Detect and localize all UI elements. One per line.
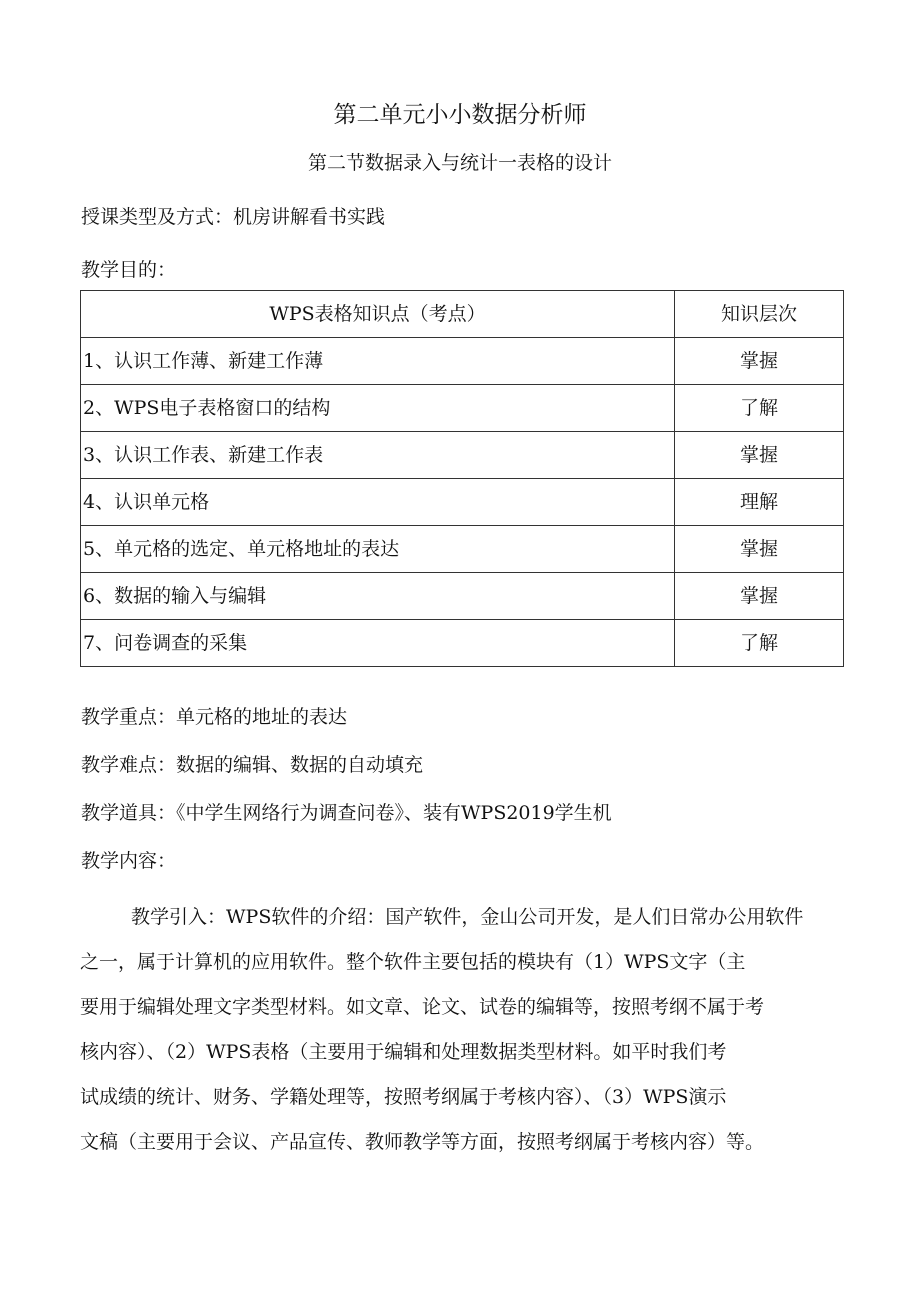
content-line: 要用于编辑处理文字类型材料。如文章、论文、试卷的编辑等，按照考纲不属于考	[80, 996, 765, 1018]
knowledge-level-cell: 了解	[675, 620, 844, 667]
table-row	[81, 526, 844, 573]
table-row	[81, 620, 844, 667]
knowledge-point-cell: 3、认识工作表、新建工作表	[81, 432, 675, 479]
knowledge-level-cell: 掌握	[675, 432, 844, 479]
content-paragraph	[80, 895, 861, 1165]
table-row	[81, 432, 844, 479]
table-row	[81, 385, 844, 432]
table-row	[81, 479, 844, 526]
lesson-type-line: 授课类型及方式：机房讲解看书实践	[81, 206, 386, 228]
tools-line: 教学道具：《中学生网络行为调查问卷》、装有WPS2019学生机	[81, 802, 612, 824]
header-knowledge-level: 知识层次	[675, 291, 844, 338]
knowledge-table	[80, 290, 844, 667]
objectives-heading: 教学目的：	[81, 259, 177, 281]
knowledge-point-cell: 4、认识单元格	[81, 479, 675, 526]
content-line: 之一，属于计算机的应用软件。整个软件主要包括的模块有（1）WPS文字（主	[80, 951, 746, 973]
knowledge-level-cell: 了解	[675, 385, 844, 432]
table-row	[81, 573, 844, 620]
knowledge-point-cell: 7、问卷调查的采集	[81, 620, 675, 667]
knowledge-level-cell: 掌握	[675, 573, 844, 620]
knowledge-point-cell: 2、WPS电子表格窗口的结构	[81, 385, 675, 432]
knowledge-point-cell: 1、认识工作薄、新建工作薄	[81, 338, 675, 385]
knowledge-level-cell: 掌握	[675, 338, 844, 385]
knowledge-point-cell: 6、数据的输入与编辑	[81, 573, 675, 620]
content-line: 试成绩的统计、财务、学籍处理等，按照考纲属于考核内容）、（3）WPS演示	[80, 1086, 727, 1108]
knowledge-point-cell: 5、单元格的选定、单元格地址的表达	[81, 526, 675, 573]
knowledge-level-cell: 理解	[675, 479, 844, 526]
content-line: 教学引入：WPS软件的介绍：国产软件，金山公司开发，是人们日常办公用软件	[131, 906, 804, 928]
table-row	[81, 338, 844, 385]
header-knowledge-point: WPS表格知识点（考点）	[81, 291, 675, 338]
page-title: 第二单元小小数据分析师	[333, 102, 587, 128]
knowledge-level-cell: 掌握	[675, 526, 844, 573]
content-line: 核内容）、（2）WPS表格（主要用于编辑和处理数据类型材料。如平时我们考	[80, 1041, 727, 1063]
content-line: 文稿（主要用于会议、产品宣传、教师教学等方面，按照考纲属于考核内容）等。	[80, 1131, 765, 1153]
content-heading: 教学内容：	[81, 850, 177, 872]
page-subtitle: 第二节数据录入与统计一表格的设计	[307, 152, 612, 174]
key-point-line: 教学重点：单元格的地址的表达	[81, 706, 348, 728]
table-header-row	[81, 291, 844, 338]
difficulty-line: 教学难点：数据的编辑、数据的自动填充	[81, 754, 424, 776]
